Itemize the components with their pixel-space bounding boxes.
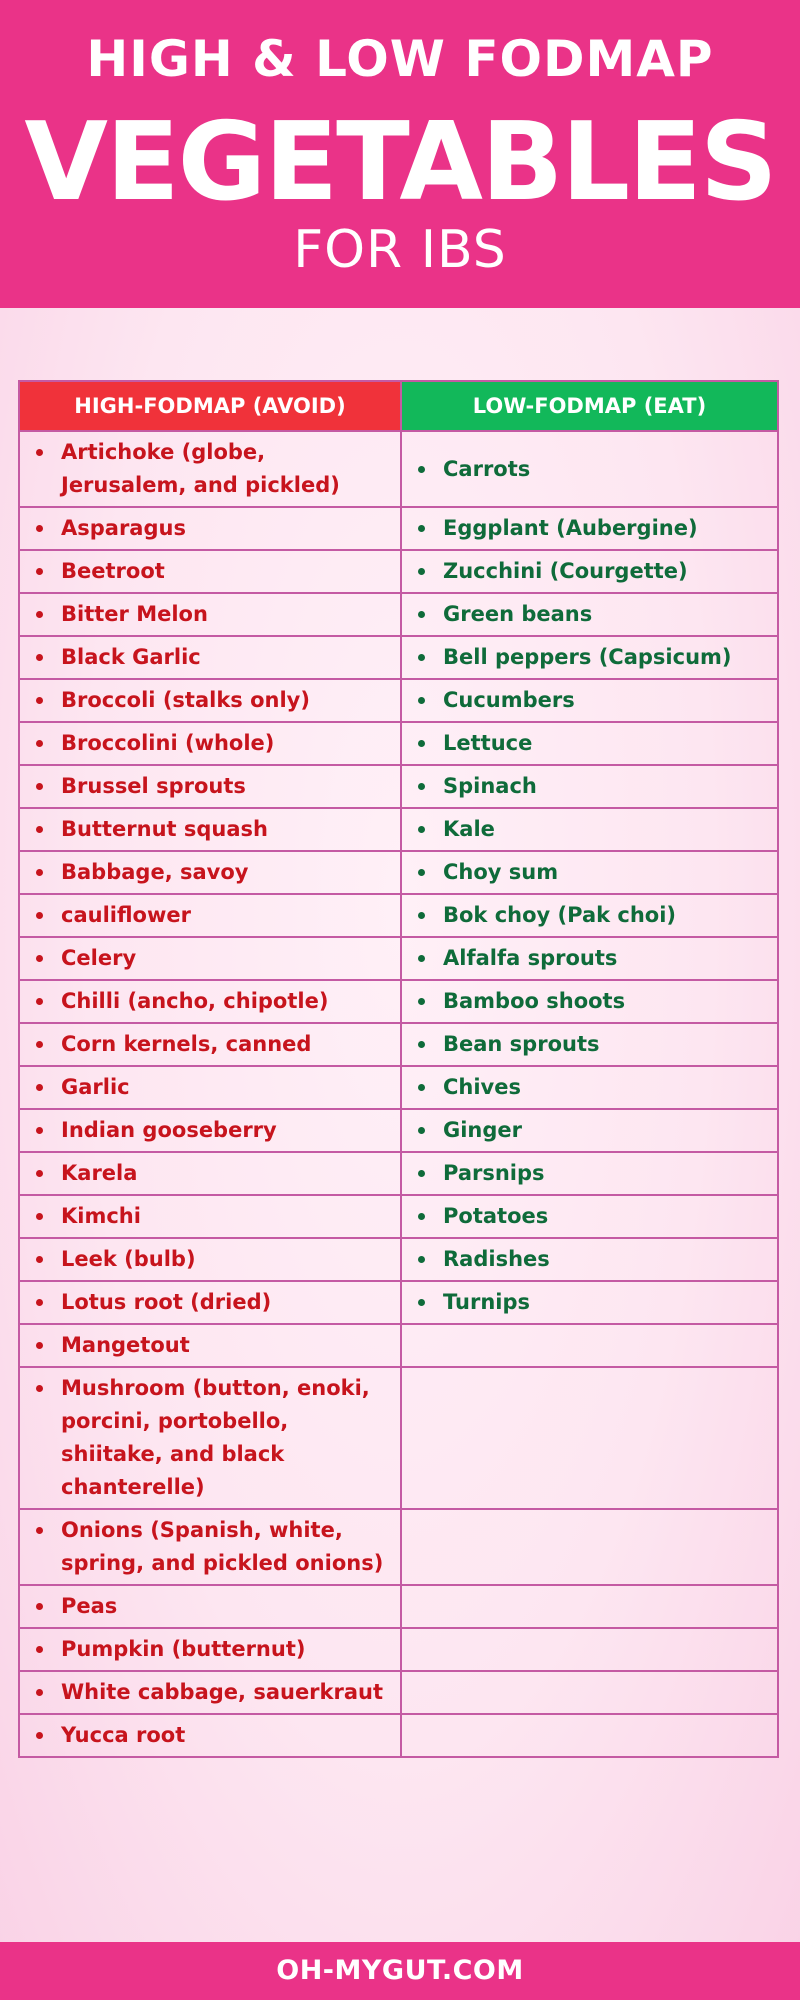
low-fodmap-cell: [401, 1023, 778, 1066]
bullet-icon: [418, 1084, 425, 1091]
table-row: [19, 937, 778, 980]
table-row: [19, 1238, 778, 1281]
high-fodmap-cell: [19, 937, 401, 980]
high-fodmap-item: Black Garlic: [61, 645, 201, 669]
bullet-icon: [36, 1256, 43, 1263]
bullet-icon: [36, 998, 43, 1005]
bullet-icon: [36, 611, 43, 618]
table-row: [19, 507, 778, 550]
list-item: [418, 985, 769, 1018]
list-item: [418, 856, 769, 889]
list-item: [36, 1514, 392, 1580]
bullet-icon: [418, 1170, 425, 1177]
low-fodmap-cell: [401, 636, 778, 679]
high-fodmap-item: Brussel sprouts: [61, 774, 246, 798]
high-fodmap-header: HIGH-FODMAP (AVOID): [19, 381, 401, 431]
list-item: [418, 1243, 769, 1276]
list-item: [36, 942, 392, 975]
high-fodmap-item: Babbage, savoy: [61, 860, 249, 884]
bullet-icon: [36, 740, 43, 747]
list-item: [36, 856, 392, 889]
low-fodmap-cell: [401, 1324, 778, 1367]
list-item: [418, 1071, 769, 1104]
bullet-icon: [418, 611, 425, 618]
bullet-icon: [418, 568, 425, 575]
list-item: [36, 684, 392, 717]
bullet-icon: [36, 568, 43, 575]
low-fodmap-cell: [401, 722, 778, 765]
high-fodmap-cell: [19, 1281, 401, 1324]
title-line-1: HIGH & LOW FODMAP: [86, 30, 714, 88]
high-fodmap-item: Indian gooseberry: [61, 1118, 277, 1142]
list-item: [36, 1372, 392, 1504]
bullet-icon: [36, 783, 43, 790]
low-fodmap-item: Green beans: [443, 602, 593, 626]
high-fodmap-item: Yucca root: [61, 1723, 186, 1747]
table-row: [19, 1671, 778, 1714]
bullet-icon: [36, 1342, 43, 1349]
low-fodmap-item: Bell peppers (Capsicum): [443, 645, 732, 669]
bullet-icon: [418, 466, 425, 473]
high-fodmap-item: Bitter Melon: [61, 602, 208, 626]
low-fodmap-cell: [401, 593, 778, 636]
list-item: [36, 727, 392, 760]
high-fodmap-item: Pumpkin (butternut): [61, 1637, 306, 1661]
list-item: [36, 1633, 392, 1666]
low-fodmap-item: Parsnips: [443, 1161, 545, 1185]
bullet-icon: [36, 1299, 43, 1306]
high-fodmap-item: Lotus root (dried): [61, 1290, 272, 1314]
list-item: [36, 641, 392, 674]
list-item: [36, 1114, 392, 1147]
high-fodmap-item: Kimchi: [61, 1204, 141, 1228]
bullet-icon: [36, 449, 43, 456]
high-fodmap-cell: [19, 1628, 401, 1671]
list-item: [418, 1200, 769, 1233]
low-fodmap-item: Potatoes: [443, 1204, 549, 1228]
bullet-icon: [36, 1213, 43, 1220]
list-item: [36, 1719, 392, 1752]
table-row: [19, 1109, 778, 1152]
table-body: [19, 431, 778, 1757]
bullet-icon: [36, 1689, 43, 1696]
high-fodmap-cell: [19, 765, 401, 808]
bullet-icon: [418, 783, 425, 790]
low-fodmap-cell: [401, 851, 778, 894]
bullet-icon: [36, 826, 43, 833]
bullet-icon: [36, 1603, 43, 1610]
list-item: [418, 1157, 769, 1190]
bullet-icon: [418, 1041, 425, 1048]
low-fodmap-item: Zucchini (Courgette): [443, 559, 688, 583]
high-fodmap-item: Corn kernels, canned: [61, 1032, 312, 1056]
table-row: [19, 1281, 778, 1324]
bullet-icon: [36, 1084, 43, 1091]
bullet-icon: [36, 1041, 43, 1048]
bullet-icon: [418, 955, 425, 962]
low-fodmap-cell: [401, 1281, 778, 1324]
bullet-icon: [418, 1213, 425, 1220]
low-fodmap-cell: [401, 507, 778, 550]
footer-site: OH-MYGUT.COM: [0, 1942, 800, 2000]
list-item: [36, 512, 392, 545]
list-item: [418, 1028, 769, 1061]
table-row: [19, 1066, 778, 1109]
list-item: [36, 1200, 392, 1233]
table-row: [19, 851, 778, 894]
low-fodmap-cell: [401, 431, 778, 507]
low-fodmap-item: Lettuce: [443, 731, 533, 755]
high-fodmap-cell: [19, 1195, 401, 1238]
low-fodmap-item: Bean sprouts: [443, 1032, 600, 1056]
low-fodmap-cell: [401, 1714, 778, 1757]
list-item: [418, 1286, 769, 1319]
high-fodmap-item: Chilli (ancho, chipotle): [61, 989, 329, 1013]
list-item: [36, 1243, 392, 1276]
low-fodmap-cell: [401, 894, 778, 937]
high-fodmap-cell: [19, 593, 401, 636]
bullet-icon: [418, 912, 425, 919]
bullet-icon: [36, 1385, 43, 1392]
high-fodmap-item: Onions (Spanish, white, spring, and pickled onions): [61, 1518, 384, 1575]
bullet-icon: [418, 654, 425, 661]
high-fodmap-cell: [19, 1152, 401, 1195]
high-fodmap-item: Beetroot: [61, 559, 165, 583]
list-item: [418, 899, 769, 932]
low-fodmap-cell: [401, 550, 778, 593]
table-row: [19, 1367, 778, 1509]
low-fodmap-item: Ginger: [443, 1118, 523, 1142]
list-item: [36, 1676, 392, 1709]
high-fodmap-cell: [19, 1023, 401, 1066]
list-item: [418, 555, 769, 588]
low-fodmap-cell: [401, 937, 778, 980]
low-fodmap-item: Spinach: [443, 774, 537, 798]
list-item: [36, 1590, 392, 1623]
bullet-icon: [418, 998, 425, 1005]
list-item: [36, 1329, 392, 1362]
low-fodmap-header: LOW-FODMAP (EAT): [401, 381, 778, 431]
table-header-row: [19, 381, 778, 431]
high-fodmap-item: White cabbage, sauerkraut: [61, 1680, 384, 1704]
table-row: [19, 593, 778, 636]
low-fodmap-cell: [401, 679, 778, 722]
list-item: [418, 770, 769, 803]
high-fodmap-cell: [19, 1367, 401, 1509]
bullet-icon: [36, 955, 43, 962]
bullet-icon: [418, 826, 425, 833]
high-fodmap-item: Karela: [61, 1161, 138, 1185]
high-fodmap-item: Celery: [61, 946, 137, 970]
low-fodmap-item: Bok choy (Pak choi): [443, 903, 677, 927]
bullet-icon: [36, 1170, 43, 1177]
bullet-icon: [36, 869, 43, 876]
high-fodmap-item: Artichoke (globe, Jerusalem, and pickled): [61, 440, 340, 497]
table-row: [19, 1628, 778, 1671]
low-fodmap-cell: [401, 980, 778, 1023]
high-fodmap-item: Broccoli (stalks only): [61, 688, 310, 712]
list-item: [36, 985, 392, 1018]
low-fodmap-item: Turnips: [443, 1290, 531, 1314]
list-item: [36, 436, 392, 502]
page-header: [0, 0, 800, 308]
bullet-icon: [418, 1127, 425, 1134]
low-fodmap-cell: [401, 808, 778, 851]
list-item: [418, 512, 769, 545]
high-fodmap-cell: [19, 636, 401, 679]
table-row: [19, 808, 778, 851]
high-fodmap-cell: [19, 431, 401, 507]
list-item: [418, 598, 769, 631]
title-line-3: FOR IBS: [293, 220, 507, 280]
high-fodmap-cell: [19, 507, 401, 550]
table-row: [19, 679, 778, 722]
low-fodmap-cell: [401, 1367, 778, 1509]
low-fodmap-item: Chives: [443, 1075, 521, 1099]
low-fodmap-item: Eggplant (Aubergine): [443, 516, 698, 540]
bullet-icon: [36, 654, 43, 661]
title-line-2: VEGETABLES: [24, 100, 776, 225]
bullet-icon: [36, 1127, 43, 1134]
table-row: [19, 1152, 778, 1195]
bullet-icon: [36, 912, 43, 919]
list-item: [36, 1286, 392, 1319]
bullet-icon: [36, 525, 43, 532]
bullet-icon: [418, 869, 425, 876]
low-fodmap-cell: [401, 1152, 778, 1195]
high-fodmap-cell: [19, 894, 401, 937]
low-fodmap-item: Alfalfa sprouts: [443, 946, 618, 970]
high-fodmap-cell: [19, 851, 401, 894]
bullet-icon: [418, 1256, 425, 1263]
high-fodmap-item: Mushroom (button, enoki, porcini, portobello, shiitake, and black chanterelle): [61, 1376, 370, 1499]
fodmap-table: [18, 380, 779, 1758]
high-fodmap-cell: [19, 550, 401, 593]
low-fodmap-cell: [401, 1585, 778, 1628]
list-item: [36, 899, 392, 932]
bullet-icon: [418, 697, 425, 704]
table-row: [19, 894, 778, 937]
list-item: [418, 1114, 769, 1147]
low-fodmap-item: Kale: [443, 817, 495, 841]
list-item: [36, 555, 392, 588]
high-fodmap-item: cauliflower: [61, 903, 191, 927]
bullet-icon: [36, 1527, 43, 1534]
low-fodmap-cell: [401, 1195, 778, 1238]
list-item: [36, 813, 392, 846]
low-fodmap-cell: [401, 1509, 778, 1585]
high-fodmap-cell: [19, 722, 401, 765]
table-row: [19, 980, 778, 1023]
table-row: [19, 722, 778, 765]
bullet-icon: [418, 740, 425, 747]
high-fodmap-item: Broccolini (whole): [61, 731, 275, 755]
list-item: [36, 770, 392, 803]
low-fodmap-cell: [401, 1066, 778, 1109]
low-fodmap-cell: [401, 1671, 778, 1714]
high-fodmap-cell: [19, 1671, 401, 1714]
high-fodmap-cell: [19, 1066, 401, 1109]
table-row: [19, 636, 778, 679]
bullet-icon: [36, 1732, 43, 1739]
bullet-icon: [418, 525, 425, 532]
high-fodmap-cell: [19, 808, 401, 851]
high-fodmap-item: Garlic: [61, 1075, 130, 1099]
list-item: [418, 453, 769, 486]
high-fodmap-cell: [19, 980, 401, 1023]
bullet-icon: [36, 697, 43, 704]
list-item: [418, 942, 769, 975]
low-fodmap-item: Carrots: [443, 456, 531, 481]
high-fodmap-cell: [19, 1714, 401, 1757]
high-fodmap-cell: [19, 1238, 401, 1281]
table-row: [19, 1585, 778, 1628]
bullet-icon: [418, 1299, 425, 1306]
list-item: [36, 1071, 392, 1104]
high-fodmap-item: Peas: [61, 1594, 118, 1618]
high-fodmap-cell: [19, 1509, 401, 1585]
high-fodmap-cell: [19, 1585, 401, 1628]
table-row: [19, 765, 778, 808]
list-item: [418, 684, 769, 717]
list-item: [36, 598, 392, 631]
high-fodmap-item: Butternut squash: [61, 817, 268, 841]
table-row: [19, 1509, 778, 1585]
high-fodmap-item: Asparagus: [61, 516, 186, 540]
high-fodmap-cell: [19, 1109, 401, 1152]
low-fodmap-cell: [401, 765, 778, 808]
table-row: [19, 550, 778, 593]
low-fodmap-item: Cucumbers: [443, 688, 575, 712]
table-row: [19, 1195, 778, 1238]
list-item: [36, 1028, 392, 1061]
list-item: [418, 641, 769, 674]
list-item: [418, 727, 769, 760]
low-fodmap-cell: [401, 1109, 778, 1152]
low-fodmap-cell: [401, 1628, 778, 1671]
table-row: [19, 1324, 778, 1367]
low-fodmap-cell: [401, 1238, 778, 1281]
bullet-icon: [36, 1646, 43, 1653]
list-item: [418, 813, 769, 846]
low-fodmap-item: Bamboo shoots: [443, 989, 626, 1013]
table-row: [19, 1714, 778, 1757]
low-fodmap-item: Choy sum: [443, 860, 559, 884]
list-item: [36, 1157, 392, 1190]
high-fodmap-item: Mangetout: [61, 1333, 190, 1357]
low-fodmap-item: Radishes: [443, 1247, 550, 1271]
high-fodmap-cell: [19, 1324, 401, 1367]
high-fodmap-cell: [19, 679, 401, 722]
high-fodmap-item: Leek (bulb): [61, 1247, 196, 1271]
table-row: [19, 1023, 778, 1066]
table-row: [19, 431, 778, 507]
